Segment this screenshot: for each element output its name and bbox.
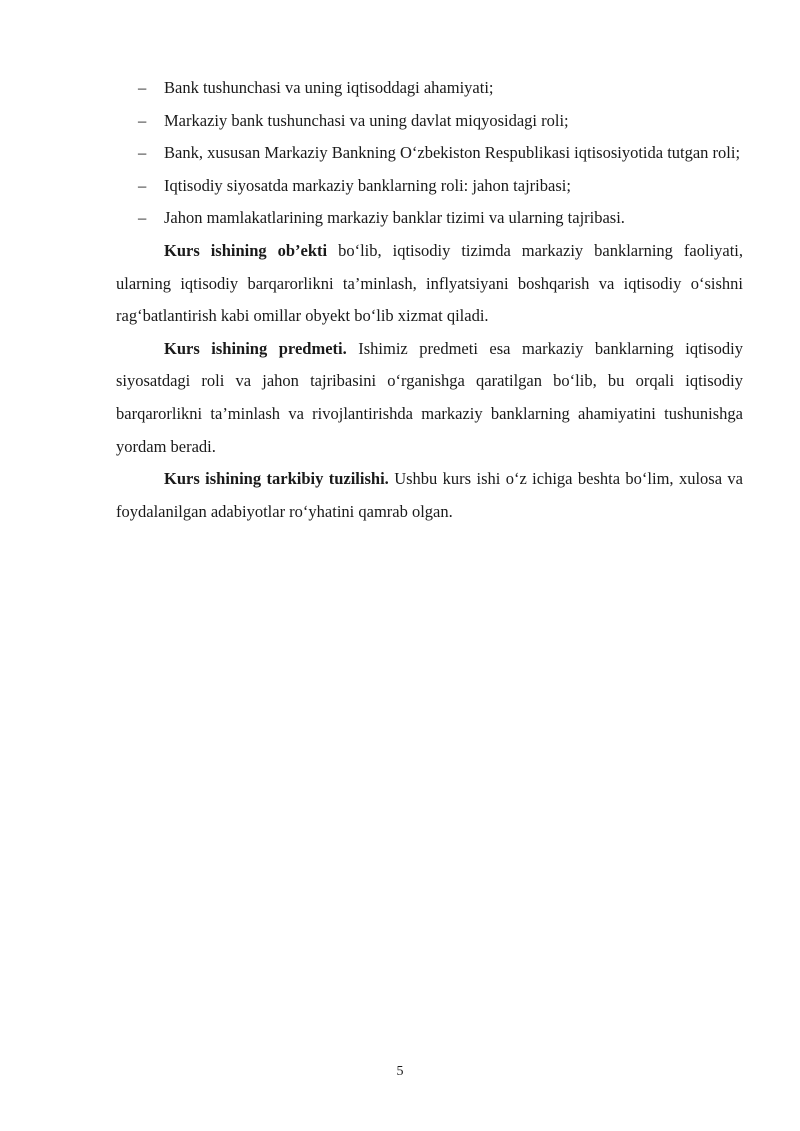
object-paragraph <box>116 235 743 333</box>
page-number: 5 <box>396 1064 404 1079</box>
structure-paragraph <box>116 463 743 528</box>
list-item <box>116 137 743 170</box>
dash-bullet: – <box>138 143 147 163</box>
dash-bullet: – <box>138 175 147 195</box>
list-item-text: Bank tushunchasi va uning iqtisoddagi ahamiyati; <box>164 78 494 97</box>
structure-text: Ushbu kurs ishi o‘z ichiga beshta bo‘lim, xulosa va foydalanilgan adabiyotlar ro‘yhatini qamrab olgan. <box>116 469 744 521</box>
page-content <box>116 72 743 528</box>
topic-list <box>116 72 743 235</box>
list-item <box>116 202 743 235</box>
object-text: bo‘lib, iqtisodiy tizimda markaziy banklarning faoliyati, ularning iqtisodiy barqarorlikni ta’minlash, inflyatsiyani boshqarish va iqtisodiy o‘sishni rag‘batlantirish kabi omillar obyekt bo‘lib xizmat qiladi. <box>116 240 743 326</box>
list-item <box>116 170 743 203</box>
subject-paragraph <box>116 333 743 463</box>
dash-bullet: – <box>138 110 147 130</box>
subject-label: Kurs ishining predmeti. <box>164 338 347 358</box>
object-label: Kurs ishining ob’ekti <box>164 240 328 260</box>
subject-text: Ishimiz predmeti esa markaziy banklarning iqtisodiy siyosatdagi roli va jahon tajribasini o‘rganishga qaratilgan bo‘lib, bu orqali iqtisodiy barqarorlikni ta’minlash va rivojlantirishda markaziy banklarning ahamiyatini tushunishga yordam beradi. <box>116 338 744 456</box>
list-item <box>116 105 743 138</box>
structure-label: Kurs ishining tarkibiy tuzilishi. <box>164 469 389 489</box>
list-item-text: Markaziy bank tushunchasi va uning davlat miqyosidagi roli; <box>164 110 569 130</box>
list-item-text: Iqtisodiy siyosatda markaziy banklarning roli: jahon tajribasi; <box>164 175 571 195</box>
list-item-text: Jahon mamlakatlarining markaziy banklar tizimi va ularning tajribasi. <box>164 208 625 228</box>
list-item-text: Bank, xususan Markaziy Bankning O‘zbekiston Respublikasi iqtisosiyotida tutgan roli; <box>164 143 741 163</box>
dash-bullet: – <box>138 208 147 228</box>
list-item <box>116 72 743 105</box>
dash-bullet: – <box>138 78 147 97</box>
